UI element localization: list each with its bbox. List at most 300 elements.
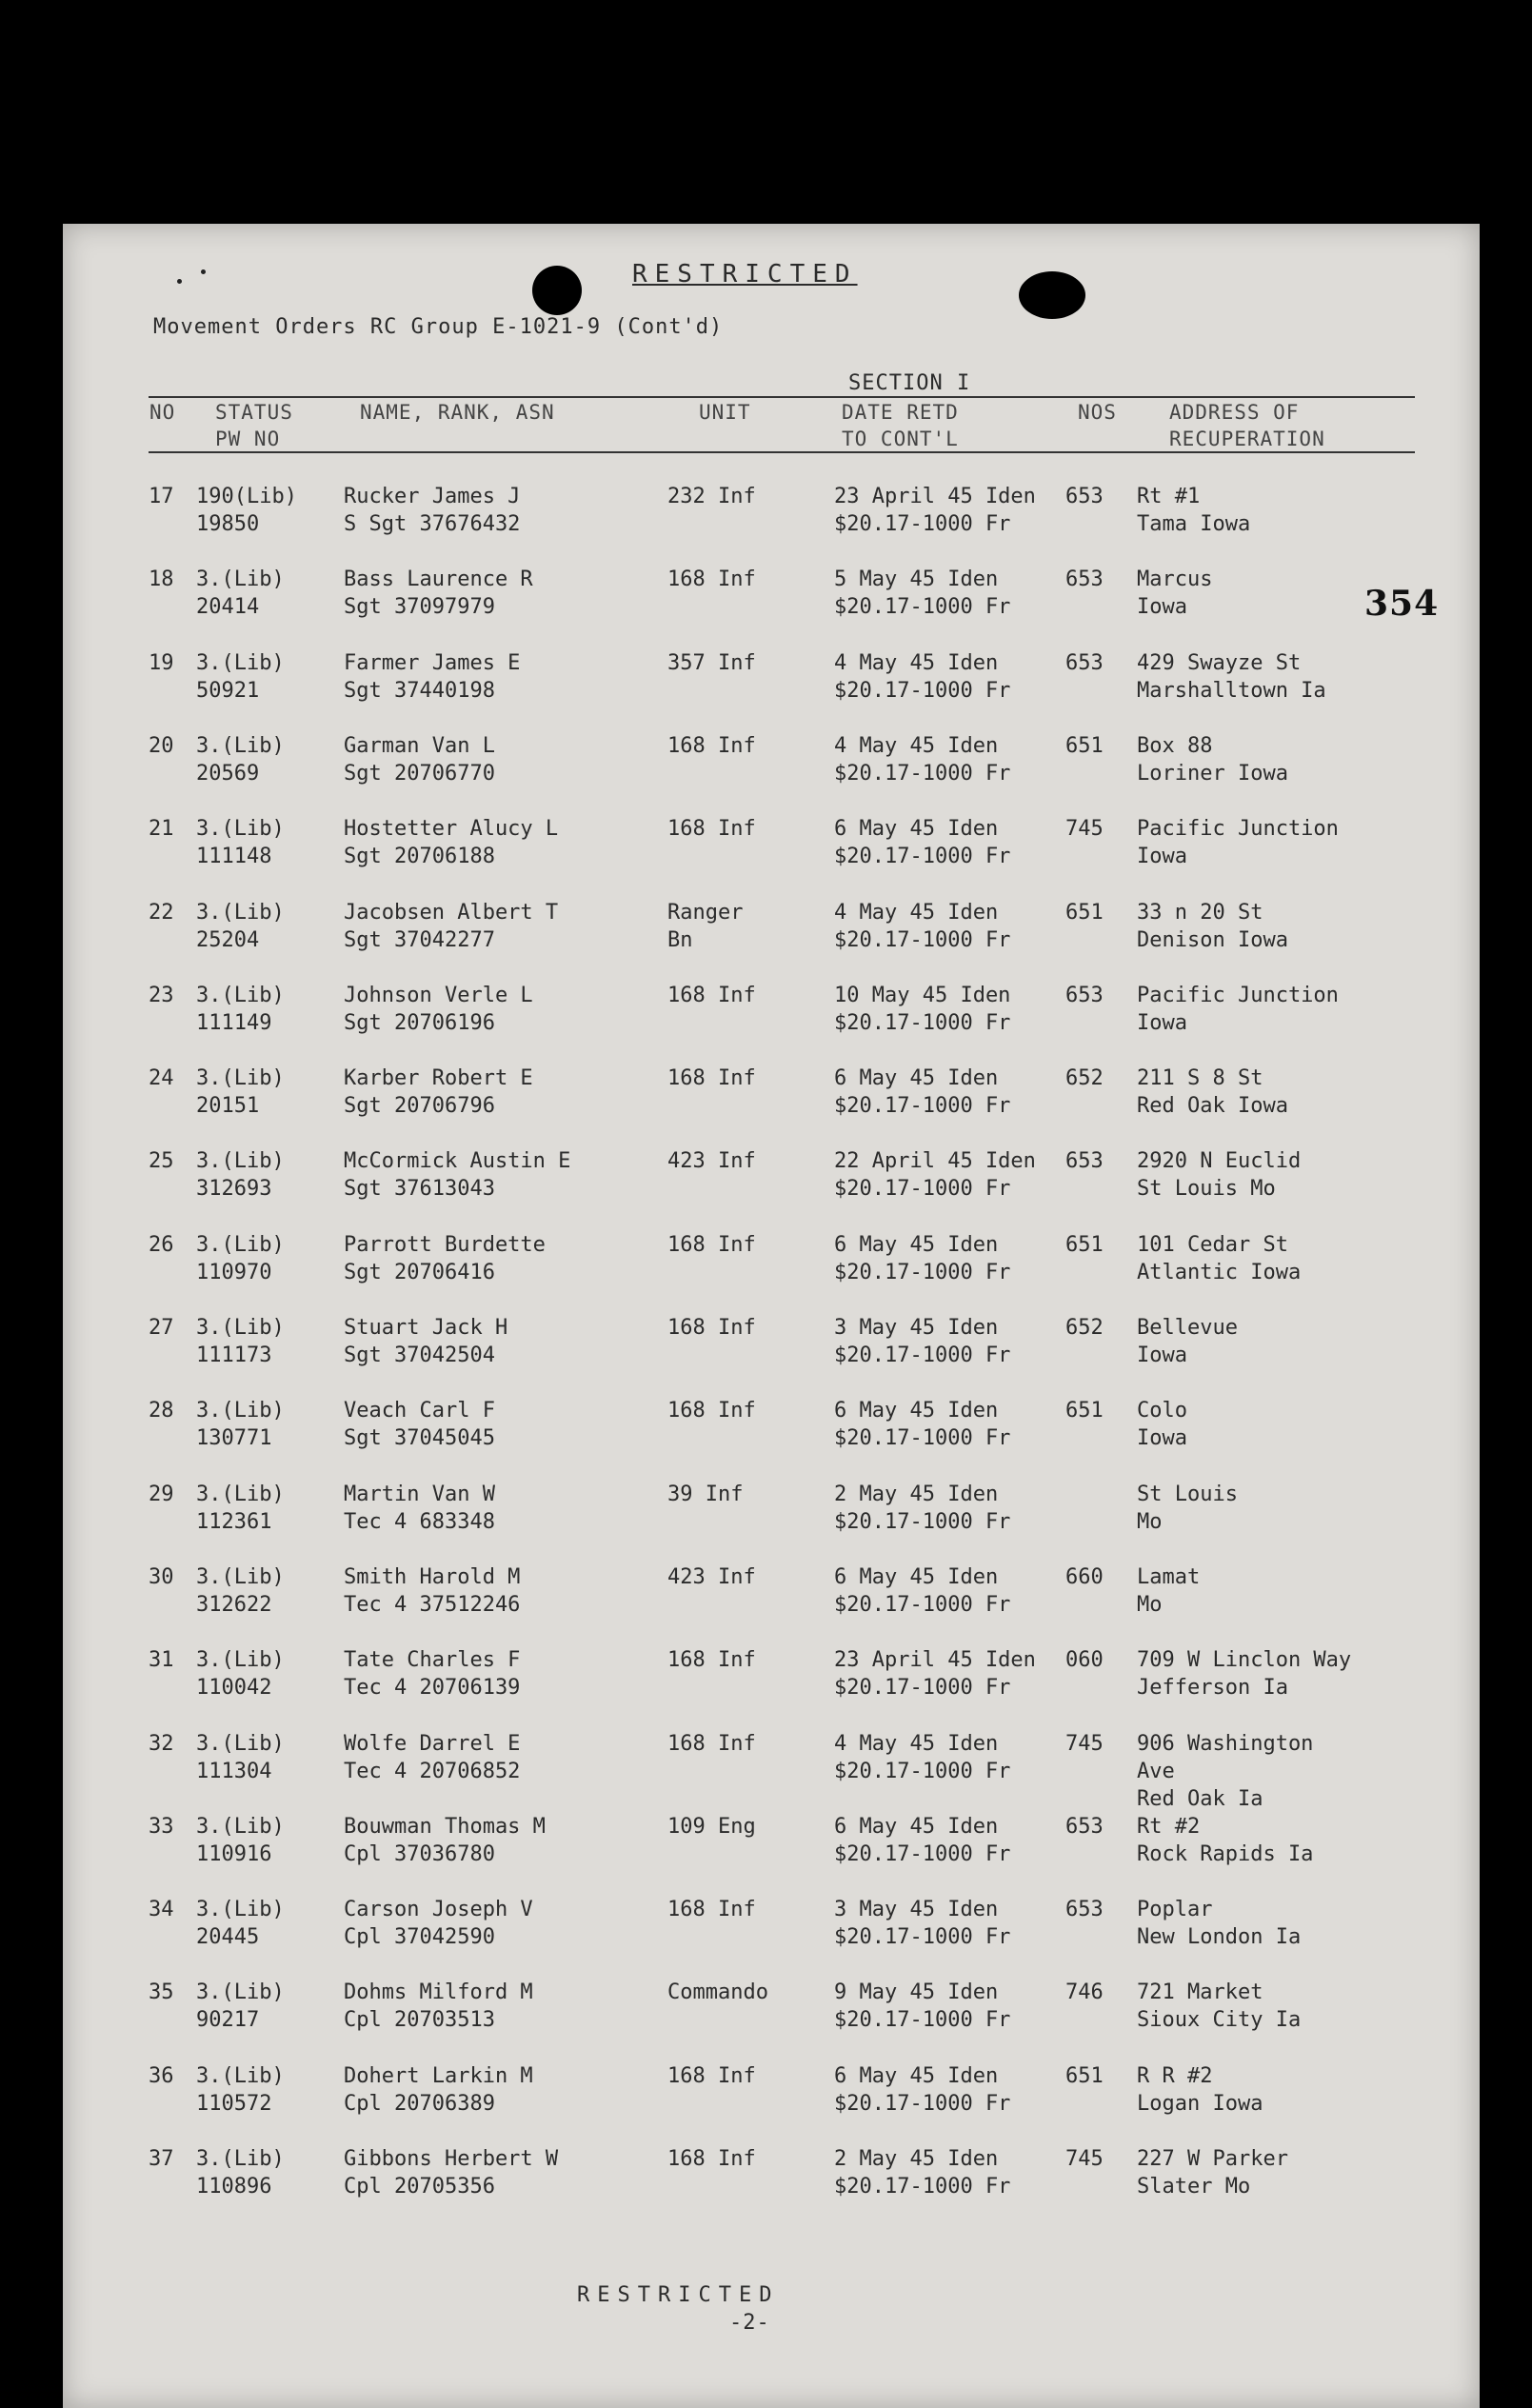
cell-unit-line: 109 Eng: [667, 1814, 756, 1839]
cell-no-line: 26: [149, 1232, 174, 1257]
cell-address-line: Slater Mo: [1137, 2175, 1251, 2199]
cell-status: [196, 1563, 368, 1619]
cell-name-line: Cpl 20703513: [344, 2008, 495, 2033]
cell-unit: [667, 1481, 825, 1508]
cell-no-line: 32: [149, 1731, 174, 1756]
cell-no: [149, 1813, 201, 1841]
cell-status-line: 110042: [196, 1676, 272, 1701]
cell-status: [196, 1730, 368, 1785]
cell-name-line: Hostetter Alucy L: [344, 817, 559, 842]
cell-address-line: Mo: [1137, 1592, 1163, 1617]
cell-status: [196, 1314, 368, 1369]
cell-name-line: Sgt 37042277: [344, 927, 495, 952]
cell-name-line: Jacobsen Albert T: [344, 900, 559, 925]
cell-address-line: Poplar: [1137, 1898, 1213, 1922]
cell-address-line: Lamat: [1137, 1564, 1201, 1589]
cell-name: [344, 1147, 677, 1203]
cell-unit: [667, 1397, 825, 1424]
cell-status: [196, 1065, 368, 1120]
cell-no-line: 36: [149, 2063, 174, 2088]
cell-address-line: Logan Iowa: [1137, 2091, 1263, 2116]
cell-no: [149, 1563, 201, 1591]
page-number: -2-: [729, 2311, 770, 2335]
table-row: [63, 1147, 1480, 1224]
cell-status-line: 3.(Lib): [196, 1898, 285, 1922]
cell-date-line: 6 May 45 Iden: [834, 2063, 999, 2088]
cell-no-line: 18: [149, 567, 174, 592]
table-row: [63, 649, 1480, 726]
cell-date-line: $20.17-1000 Fr: [834, 1592, 1011, 1617]
table-row: [63, 2062, 1480, 2139]
cell-status: [196, 899, 368, 954]
cell-address-line: Mo: [1137, 1509, 1163, 1534]
cell-name: [344, 1979, 677, 2034]
cell-date-line: $20.17-1000 Fr: [834, 595, 1011, 620]
paper-speck: [177, 279, 182, 284]
cell-unit-line: Ranger: [667, 900, 744, 925]
table-row: [63, 1979, 1480, 2055]
cell-status-line: 312622: [196, 1592, 272, 1617]
cell-date-line: 2 May 45 Iden: [834, 1482, 999, 1506]
cell-status: [196, 2062, 368, 2118]
cell-address-line: Atlantic Iowa: [1137, 1260, 1302, 1284]
cell-status-line: 3.(Lib): [196, 1648, 285, 1673]
cell-address-line: Iowa: [1137, 845, 1187, 869]
cell-status: [196, 566, 368, 621]
cell-name-line: Sgt 37045045: [344, 1426, 495, 1451]
cell-address-line: Tama Iowa: [1137, 512, 1251, 536]
header-unit: UNIT: [699, 401, 751, 424]
cell-date-line: 23 April 45 Iden: [834, 485, 1036, 508]
cell-nos-line: 653: [1065, 650, 1104, 675]
cell-status-line: 110916: [196, 1841, 272, 1866]
cell-address: [1137, 1730, 1461, 1813]
cell-no: [149, 1730, 201, 1758]
cell-date-line: $20.17-1000 Fr: [834, 1260, 1011, 1284]
cell-no: [149, 982, 201, 1009]
cell-address-line: Iowa: [1137, 1010, 1187, 1035]
cell-name-line: Cpl 20706389: [344, 2091, 495, 2116]
cell-address-line: Red Oak Iowa: [1137, 1094, 1288, 1119]
table-row: [63, 732, 1480, 808]
cell-status-line: 3.(Lib): [196, 983, 285, 1007]
cell-address-line: Red Oak Ia: [1137, 1786, 1263, 1811]
cell-unit-line: 168 Inf: [667, 733, 756, 758]
cell-name-line: Sgt 20706796: [344, 1094, 495, 1119]
cell-no: [149, 732, 201, 760]
cell-status-line: 3.(Lib): [196, 567, 285, 592]
cell-date-line: 6 May 45 Iden: [834, 1066, 999, 1091]
cell-no-line: 24: [149, 1066, 174, 1091]
cell-status: [196, 1896, 368, 1951]
cell-address-line: New London Ia: [1137, 1925, 1302, 1950]
cell-no: [149, 2062, 201, 2090]
cell-name-line: Tec 4 20706852: [344, 1759, 521, 1783]
cell-status-line: 111173: [196, 1343, 272, 1367]
cell-date-line: 6 May 45 Iden: [834, 1814, 999, 1839]
cell-status-line: 3.(Lib): [196, 1399, 285, 1423]
cell-nos-line: 653: [1065, 1814, 1104, 1839]
cell-name: [344, 649, 677, 705]
cell-nos-line: 651: [1065, 733, 1104, 758]
cell-address-line: Marshalltown Ia: [1137, 678, 1326, 703]
cell-no-line: 33: [149, 1814, 174, 1839]
cell-status-line: 3.(Lib): [196, 1814, 285, 1839]
cell-nos-line: 651: [1065, 1232, 1104, 1257]
cell-no: [149, 1481, 201, 1508]
cell-name-line: Sgt 20706770: [344, 761, 495, 786]
cell-address: [1137, 1147, 1461, 1203]
punch-hole-left: [532, 266, 582, 315]
cell-status: [196, 2145, 368, 2200]
cell-date-line: $20.17-1000 Fr: [834, 2091, 1011, 2116]
cell-status-line: 3.(Lib): [196, 733, 285, 758]
cell-address-line: Iowa: [1137, 1343, 1187, 1367]
cell-date-line: $20.17-1000 Fr: [834, 1426, 1011, 1451]
cell-no-line: 27: [149, 1316, 174, 1340]
header-date: DATE RETD: [842, 401, 959, 424]
cell-date-line: $20.17-1000 Fr: [834, 1925, 1011, 1950]
cell-status: [196, 1979, 368, 2034]
cell-address-line: Marcus: [1137, 567, 1213, 592]
cell-status-line: 112361: [196, 1509, 272, 1534]
cell-status-line: 3.(Lib): [196, 1066, 285, 1091]
cell-no-line: 35: [149, 1980, 174, 2005]
cell-name-line: Dohert Larkin M: [344, 2063, 533, 2088]
cell-no-line: 31: [149, 1648, 174, 1673]
cell-name-line: Tec 4 20706139: [344, 1676, 521, 1701]
cell-status: [196, 1646, 368, 1702]
cell-unit-line: 357 Inf: [667, 650, 756, 675]
cell-name: [344, 899, 677, 954]
cell-date-line: $20.17-1000 Fr: [834, 678, 1011, 703]
cell-address: [1137, 1646, 1461, 1702]
cell-unit: [667, 1813, 825, 1841]
header-status: STATUS: [215, 401, 293, 424]
table-row: [63, 1481, 1480, 1557]
cell-unit-line: 168 Inf: [667, 817, 756, 842]
cell-no-line: 25: [149, 1149, 174, 1174]
cell-no: [149, 2145, 201, 2173]
cell-unit: [667, 1979, 825, 2006]
cell-address-line: Rock Rapids Ia: [1137, 1841, 1314, 1866]
cell-unit-line: 168 Inf: [667, 567, 756, 592]
cell-address: [1137, 1397, 1461, 1452]
table-row: [63, 483, 1480, 559]
cell-address: [1137, 982, 1461, 1037]
cell-name-line: Karber Robert E: [344, 1066, 533, 1091]
cell-name: [344, 1231, 677, 1286]
cell-unit: [667, 1231, 825, 1259]
cell-status-line: 19850: [196, 512, 260, 536]
cell-date-line: 6 May 45 Iden: [834, 1399, 999, 1423]
cell-no: [149, 1896, 201, 1923]
cell-no: [149, 1397, 201, 1424]
cell-unit-line: Commando: [667, 1980, 768, 2005]
cell-name-line: Carson Joseph V: [344, 1898, 533, 1922]
table-row: [63, 1730, 1480, 1811]
table-row: [63, 2145, 1480, 2221]
cell-no-line: 23: [149, 983, 174, 1007]
cell-unit-line: 168 Inf: [667, 2147, 756, 2171]
cell-address-line: 211 S 8 St: [1137, 1066, 1263, 1091]
cell-name-line: Sgt 20706196: [344, 1010, 495, 1035]
cell-nos-line: 651: [1065, 900, 1104, 925]
table-row: [63, 1896, 1480, 1972]
table-row: [63, 1813, 1480, 1889]
cell-unit: [667, 1065, 825, 1092]
cell-nos-line: 653: [1065, 1149, 1104, 1174]
table-row: [63, 1397, 1480, 1473]
table-row: [63, 899, 1480, 975]
cell-status: [196, 1481, 368, 1536]
cell-address: [1137, 483, 1461, 538]
cell-address-line: 906 Washington: [1137, 1731, 1314, 1756]
cell-nos-line: 653: [1065, 983, 1104, 1007]
cell-address-line: Ave: [1137, 1759, 1175, 1783]
cell-date-line: 23 April 45 Iden: [834, 1648, 1036, 1673]
cell-address-line: Iowa: [1137, 595, 1187, 620]
cell-date-line: $20.17-1000 Fr: [834, 845, 1011, 869]
cell-address-line: Pacific Junction: [1137, 983, 1339, 1007]
cell-name-line: Cpl 37042590: [344, 1925, 495, 1950]
cell-name-line: Bouwman Thomas M: [344, 1814, 546, 1839]
cell-unit: [667, 649, 825, 677]
cell-nos-line: 651: [1065, 2063, 1104, 2088]
cell-date-line: $20.17-1000 Fr: [834, 2175, 1011, 2199]
cell-date-line: $20.17-1000 Fr: [834, 1094, 1011, 1119]
cell-no-line: 37: [149, 2147, 174, 2171]
cell-nos-line: 652: [1065, 1066, 1104, 1091]
cell-nos-line: 745: [1065, 2147, 1104, 2171]
cell-no-line: 34: [149, 1898, 174, 1922]
cell-status-line: 110970: [196, 1260, 272, 1284]
cell-name-line: McCormick Austin E: [344, 1149, 571, 1174]
header-pw-no: PW NO: [215, 428, 281, 450]
cell-name-line: Tec 4 683348: [344, 1509, 495, 1534]
cell-date-line: 6 May 45 Iden: [834, 1232, 999, 1257]
cell-status-line: 90217: [196, 2008, 260, 2033]
cell-unit: [667, 566, 825, 593]
cell-no: [149, 815, 201, 843]
cell-name: [344, 1481, 677, 1536]
cell-unit-line: Bn: [667, 927, 693, 952]
cell-status: [196, 815, 368, 870]
cell-nos-line: 745: [1065, 1731, 1104, 1756]
cell-name: [344, 483, 677, 538]
cell-name: [344, 2145, 677, 2200]
cell-status-line: 20414: [196, 595, 260, 620]
cell-name: [344, 1065, 677, 1120]
cell-address-line: St Louis Mo: [1137, 1177, 1276, 1202]
cell-date-line: 4 May 45 Iden: [834, 733, 999, 758]
header-rule: [149, 451, 1415, 453]
cell-status-line: 20445: [196, 1925, 260, 1950]
cell-unit: [667, 815, 825, 843]
table-row: [63, 1646, 1480, 1722]
cell-unit-line: 168 Inf: [667, 2063, 756, 2088]
cell-name-line: Sgt 37042504: [344, 1343, 495, 1367]
cell-status-line: 3.(Lib): [196, 1482, 285, 1506]
cell-unit-line: 168 Inf: [667, 1731, 756, 1756]
cell-nos-line: 652: [1065, 1316, 1104, 1340]
cell-address-line: R R #2: [1137, 2063, 1213, 2088]
cell-address-line: Denison Iowa: [1137, 927, 1288, 952]
cell-name-line: Sgt 20706416: [344, 1260, 495, 1284]
cell-name: [344, 982, 677, 1037]
header-address: ADDRESS OF: [1169, 401, 1300, 424]
cell-status-line: 130771: [196, 1426, 272, 1451]
cell-name-line: Smith Harold M: [344, 1564, 521, 1589]
header-nos: NOS: [1078, 401, 1117, 424]
cell-unit-line: 168 Inf: [667, 983, 756, 1007]
cell-no: [149, 1979, 201, 2006]
cell-address: [1137, 566, 1461, 621]
cell-date: [834, 1481, 1148, 1536]
cell-name-line: Stuart Jack H: [344, 1316, 508, 1340]
cell-nos-line: 653: [1065, 567, 1104, 592]
cell-address-line: 709 W Linclon Way: [1137, 1648, 1352, 1673]
cell-status-line: 111304: [196, 1759, 272, 1783]
table-row: [63, 982, 1480, 1058]
cell-unit-line: 423 Inf: [667, 1564, 756, 1589]
cell-status: [196, 732, 368, 787]
cell-unit: [667, 1563, 825, 1591]
header-no: NO: [149, 401, 176, 424]
cell-status: [196, 1813, 368, 1868]
cell-status-line: 25204: [196, 927, 260, 952]
cell-unit-line: 168 Inf: [667, 1648, 756, 1673]
cell-date-line: 4 May 45 Iden: [834, 650, 999, 675]
cell-address-line: Pacific Junction: [1137, 817, 1339, 842]
cell-name: [344, 1813, 677, 1868]
cell-address: [1137, 1813, 1461, 1868]
cell-date-line: $20.17-1000 Fr: [834, 1676, 1011, 1701]
section-rule: [149, 396, 1415, 398]
cell-name: [344, 1314, 677, 1369]
cell-address-line: Iowa: [1137, 1426, 1187, 1451]
cell-address: [1137, 1979, 1461, 2034]
cell-address: [1137, 1231, 1461, 1286]
cell-date-line: 5 May 45 Iden: [834, 567, 999, 592]
cell-no-line: 28: [149, 1399, 174, 1423]
cell-nos-line: 651: [1065, 1399, 1104, 1423]
cell-unit: [667, 1730, 825, 1758]
cell-unit: [667, 483, 825, 510]
cell-date-line: $20.17-1000 Fr: [834, 927, 1011, 952]
cell-date-line: 3 May 45 Iden: [834, 1316, 999, 1340]
cell-unit: [667, 1314, 825, 1342]
cell-address-line: 429 Swayze St: [1137, 650, 1302, 675]
cell-address: [1137, 815, 1461, 870]
cell-name-line: Cpl 37036780: [344, 1841, 495, 1866]
cell-status: [196, 483, 368, 538]
cell-status-line: 3.(Lib): [196, 1316, 285, 1340]
cell-name: [344, 1646, 677, 1702]
document-page: [63, 224, 1480, 2408]
cell-nos-line: 653: [1065, 1898, 1104, 1922]
cell-name-line: Veach Carl F: [344, 1399, 495, 1423]
cell-nos-line: 746: [1065, 1980, 1104, 2005]
cell-name: [344, 2062, 677, 2118]
cell-name-line: Dohms Milford M: [344, 1980, 533, 2005]
cell-address: [1137, 732, 1461, 787]
cell-status-line: 3.(Lib): [196, 817, 285, 842]
cell-status-line: 50921: [196, 678, 260, 703]
cell-status: [196, 1231, 368, 1286]
header-recuperation: RECUPERATION: [1169, 428, 1325, 450]
punch-hole-right: [1019, 271, 1085, 319]
cell-name-line: Garman Van L: [344, 733, 495, 758]
cell-name: [344, 566, 677, 621]
cell-status-line: 3.(Lib): [196, 1232, 285, 1257]
cell-date-line: $20.17-1000 Fr: [834, 1841, 1011, 1866]
cell-no: [149, 649, 201, 677]
cell-no-line: 20: [149, 733, 174, 758]
cell-no: [149, 1147, 201, 1175]
cell-address-line: Sioux City Ia: [1137, 2008, 1302, 2033]
cell-address-line: 721 Market: [1137, 1980, 1263, 2005]
cell-date-line: $20.17-1000 Fr: [834, 512, 1011, 536]
cell-address: [1137, 1563, 1461, 1619]
cell-unit: [667, 982, 825, 1009]
cell-address-line: Jefferson Ia: [1137, 1676, 1288, 1701]
cell-date-line: 22 April 45 Iden: [834, 1149, 1036, 1174]
cell-unit: [667, 899, 825, 954]
cell-no-line: 22: [149, 900, 174, 925]
cell-nos-line: 745: [1065, 817, 1104, 842]
cell-name-line: Gibbons Herbert W: [344, 2147, 559, 2171]
cell-name-line: Farmer James E: [344, 650, 521, 675]
cell-address-line: St Louis: [1137, 1482, 1238, 1506]
cell-date-line: $20.17-1000 Fr: [834, 1010, 1011, 1035]
cell-address-line: 2920 N Euclid: [1137, 1149, 1302, 1174]
cell-date-line: $20.17-1000 Fr: [834, 1177, 1011, 1202]
cell-date-line: 4 May 45 Iden: [834, 900, 999, 925]
cell-status: [196, 982, 368, 1037]
section-heading: SECTION I: [848, 371, 971, 395]
cell-status-line: 111148: [196, 845, 272, 869]
cell-no: [149, 1646, 201, 1674]
cell-no-line: 19: [149, 650, 174, 675]
cell-date-line: $20.17-1000 Fr: [834, 1343, 1011, 1367]
cell-date-line: $20.17-1000 Fr: [834, 2008, 1011, 2033]
cell-no: [149, 899, 201, 926]
cell-address-line: Box 88: [1137, 733, 1213, 758]
cell-name-line: Rucker James J: [344, 485, 521, 508]
cell-name: [344, 815, 677, 870]
cell-no: [149, 1065, 201, 1092]
cell-no: [149, 483, 201, 510]
page-stamp-number: 354: [1364, 584, 1440, 624]
cell-unit-line: 168 Inf: [667, 1898, 756, 1922]
cell-name-line: Sgt 37440198: [344, 678, 495, 703]
cell-status-line: 20569: [196, 761, 260, 786]
cell-date-line: 6 May 45 Iden: [834, 1564, 999, 1589]
restricted-banner-top: RESTRICTED: [632, 260, 858, 289]
cell-date-line: 9 May 45 Iden: [834, 1980, 999, 2005]
cell-status-line: 3.(Lib): [196, 2063, 285, 2088]
cell-date-line: 10 May 45 Iden: [834, 983, 1011, 1007]
cell-name-line: Sgt 37613043: [344, 1177, 495, 1202]
table-row: [63, 1314, 1480, 1390]
table-row: [63, 1563, 1480, 1640]
cell-status-line: 110572: [196, 2091, 272, 2116]
cell-status-line: 3.(Lib): [196, 1564, 285, 1589]
table-row: [63, 566, 1480, 642]
cell-status-line: 3.(Lib): [196, 650, 285, 675]
cell-unit: [667, 1147, 825, 1175]
